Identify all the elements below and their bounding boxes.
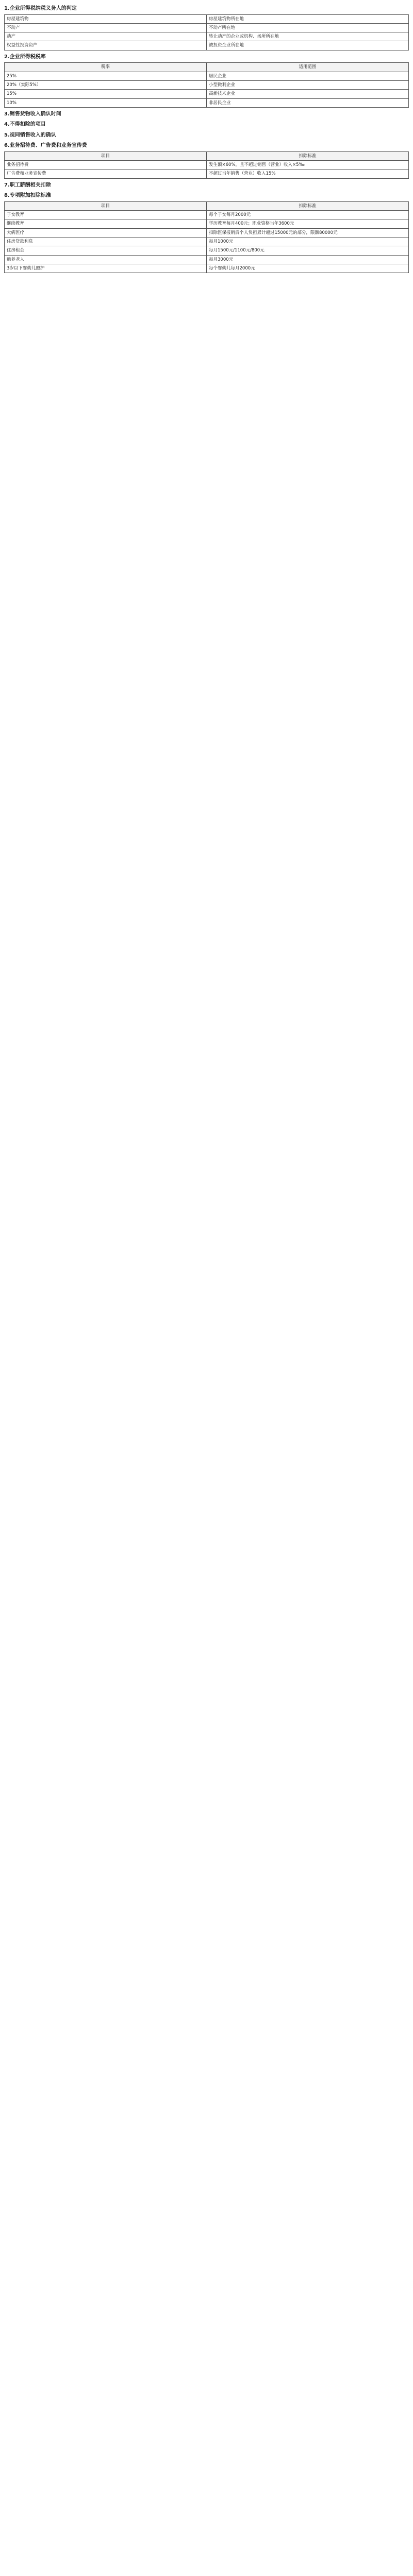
section-title-6: 6.业务招待费、广告费和业务宣传费 [4, 143, 87, 149]
tax-rate-row [5, 98, 409, 107]
table-tax-rate [4, 62, 409, 108]
residency-cell: 动产 [5, 32, 207, 41]
residency-cell: 房屋建筑物所在地 [207, 14, 409, 23]
section-title-4: 4.不得扣除的项目 [4, 122, 46, 128]
special-cell: 每月1000元 [207, 238, 409, 246]
special-cell: 3岁以下婴幼儿照护 [5, 264, 207, 273]
special-header-1: 扣除标准 [207, 201, 409, 210]
tax-rate-cell: 15% [5, 90, 207, 98]
tax-rate-cell: 25% [5, 72, 207, 80]
adv-row [5, 161, 409, 170]
table-entertainment-advertising [4, 151, 409, 179]
section-title-5: 5.视同销售收入的确认 [4, 132, 56, 138]
special-cell: 每个子女每月2000元 [207, 211, 409, 219]
tax-rate-cell: 10% [5, 98, 207, 107]
special-cell: 扣除医保报销后个人负担累计超过15000元的部分，限额80000元 [207, 228, 409, 237]
adv-cell: 业务招待费 [5, 161, 207, 170]
special-row [5, 228, 409, 237]
special-cell: 继续教育 [5, 219, 207, 228]
residency-cell: 被投资企业所在地 [207, 41, 409, 50]
special-row [5, 211, 409, 219]
residency-cell: 转让动产的企业或机构、场所所在地 [207, 32, 409, 41]
tax-rate-header-0: 税率 [5, 63, 207, 72]
adv-cell: 发生额×60%，且不超过销售（营业）收入×5‰ [207, 161, 409, 170]
tax-rate-row [5, 72, 409, 80]
residency-cell: 房屋建筑物 [5, 14, 207, 23]
tax-rate-cell: 小型微利企业 [207, 80, 409, 89]
special-cell: 每月3000元 [207, 255, 409, 264]
tax-rate-header-1: 适用范围 [207, 63, 409, 72]
section-title-8: 8.专项附加扣除标准 [4, 193, 51, 199]
tax-rate-cell: 居民企业 [207, 72, 409, 80]
tax-rate-cell: 非居民企业 [207, 98, 409, 107]
special-cell: 大病医疗 [5, 228, 207, 237]
document-page [0, 0, 413, 282]
residency-row [5, 23, 409, 32]
special-row [5, 264, 409, 273]
tax-rate-row [5, 90, 409, 98]
residency-cell: 权益性投资资产 [5, 41, 207, 50]
special-cell: 学历教育每月400元；职业资格当年3600元 [207, 219, 409, 228]
section-title-7: 7.职工薪酬相关扣除 [4, 182, 51, 188]
special-cell: 赡养老人 [5, 255, 207, 264]
adv-header-0: 项目 [5, 151, 207, 160]
section-title-1: 1.企业所得税纳税义务人的判定 [4, 6, 77, 11]
special-row [5, 219, 409, 228]
special-cell: 每月1500元/1100元/800元 [207, 246, 409, 255]
special-row [5, 255, 409, 264]
section-title-3: 3.销售货物收入确认时间 [4, 111, 61, 117]
special-row [5, 246, 409, 255]
residency-row [5, 14, 409, 23]
special-cell: 每个婴幼儿每月2000元 [207, 264, 409, 273]
residency-cell: 不动产 [5, 23, 207, 32]
table-special-deductions [4, 201, 409, 274]
special-cell: 住房租金 [5, 246, 207, 255]
special-cell: 住房贷款利息 [5, 238, 207, 246]
adv-cell: 广告费和业务宣传费 [5, 170, 207, 178]
residency-cell: 不动产所在地 [207, 23, 409, 32]
table-residency [4, 14, 409, 50]
special-cell: 子女教育 [5, 211, 207, 219]
tax-rate-row [5, 80, 409, 89]
special-row [5, 238, 409, 246]
residency-row [5, 32, 409, 41]
tax-rate-cell: 20%（实际5%） [5, 80, 207, 89]
tax-rate-cell: 高新技术企业 [207, 90, 409, 98]
adv-row [5, 170, 409, 178]
adv-cell: 不超过当年销售（营业）收入15% [207, 170, 409, 178]
residency-row [5, 41, 409, 50]
section-title-2: 2.企业所得税税率 [4, 54, 46, 60]
special-header-0: 项目 [5, 201, 207, 210]
adv-header-1: 扣除标准 [207, 151, 409, 160]
